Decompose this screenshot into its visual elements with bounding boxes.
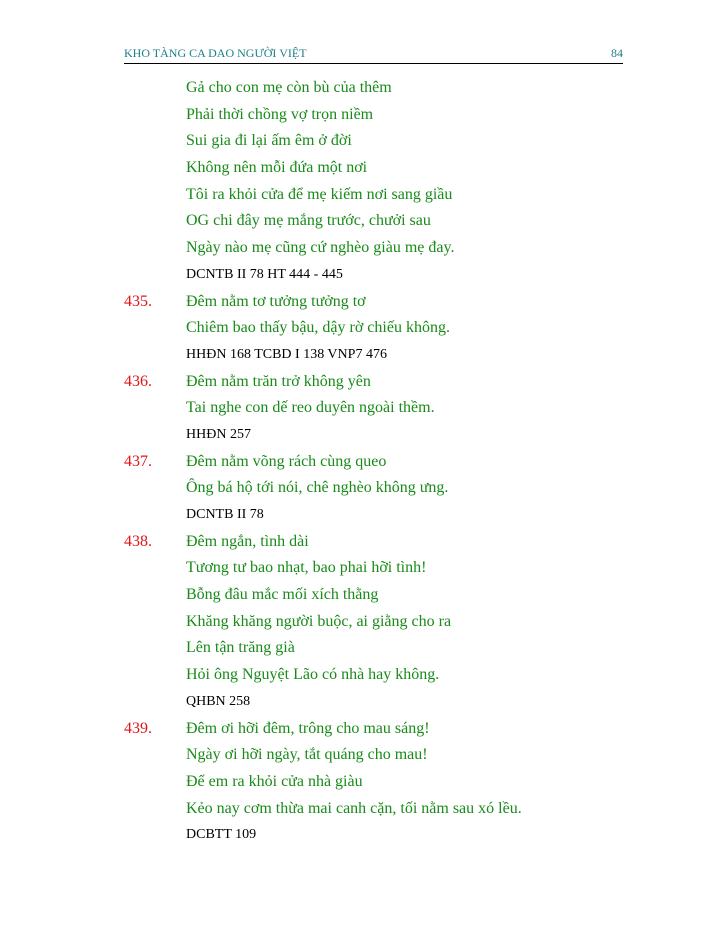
poem-line [0, 769, 723, 796]
poem-first-line [0, 449, 723, 476]
page-header [124, 44, 623, 64]
source-citation [0, 422, 723, 449]
poem-number: 436. [124, 372, 152, 390]
poem-line [0, 742, 723, 769]
verse-text: Chiêm bao thấy bậu, dậy rờ chiếu không. [186, 319, 450, 337]
poem-line [0, 395, 723, 422]
citation-text: HHĐN 168 TCBD I 138 VNP7 476 [186, 346, 387, 362]
citation-text: QHBN 258 [186, 693, 251, 709]
verse-text: Tôi ra khỏi cửa để mẹ kiếm nơi sang giầu [186, 185, 453, 203]
verse-text: Đêm nằm trăn trở không yên [186, 372, 371, 390]
poem-line [0, 609, 723, 636]
verse-text: Hỏi ông Nguyệt Lão có nhà hay không. [186, 666, 440, 684]
verse-text: Tương tư bao nhạt, bao phai hỡi tình! [186, 559, 427, 577]
verse-text: Khăng khăng người buộc, ai giằng cho ra [186, 612, 452, 630]
poem-line [0, 796, 723, 823]
poem-first-line [0, 289, 723, 316]
source-citation [0, 502, 723, 529]
poem-line [0, 315, 723, 342]
poem-line [0, 235, 723, 262]
poem-first-line [0, 529, 723, 556]
poem-body [0, 75, 723, 849]
poem-first-line [0, 369, 723, 396]
poem-line [0, 475, 723, 502]
source-citation [0, 822, 723, 849]
poem-line [0, 75, 723, 102]
poem-line [0, 128, 723, 155]
verse-text: Kẻo nay cơm thừa mai canh cặn, tối nằm sau xó lều. [186, 799, 522, 817]
verse-text: Ngày ơi hỡi ngày, tắt quáng cho mau! [186, 746, 428, 764]
verse-text: Ngày nào mẹ cũng cứ nghèo giàu mẹ đay. [186, 239, 455, 257]
verse-text: Lên tận trăng già [186, 639, 295, 657]
page-number: 84 [611, 46, 623, 60]
poem-number: 439. [124, 719, 152, 737]
poem-line [0, 208, 723, 235]
source-citation [0, 342, 723, 369]
verse-text: Đêm ngắn, tình dài [186, 532, 309, 550]
poem-line [0, 662, 723, 689]
verse-text: Tai nghe con dế reo duyên ngoài thềm. [186, 399, 435, 417]
poem-line [0, 155, 723, 182]
source-citation [0, 689, 723, 716]
poem-line [0, 182, 723, 209]
verse-text: Để em ra khỏi cửa nhà giàu [186, 772, 363, 790]
verse-text: Ông bá hộ tới nói, chê nghèo không ưng. [186, 479, 449, 497]
verse-text: Đêm nằm võng rách cùng queo [186, 452, 387, 470]
verse-text: Bỗng đâu mắc mối xích thằng [186, 586, 379, 604]
citation-text: DCNTB II 78 HT 444 - 445 [186, 266, 343, 282]
poem-first-line [0, 716, 723, 743]
verse-text: Phải thời chồng vợ trọn niềm [186, 105, 374, 123]
source-citation [0, 262, 723, 289]
citation-text: DCNTB II 78 [186, 507, 264, 522]
poem-number: 437. [124, 452, 152, 470]
poem-line [0, 102, 723, 129]
poem-number: 435. [124, 292, 152, 310]
poem-line [0, 582, 723, 609]
poem-line [0, 555, 723, 582]
citation-text: HHĐN 257 [186, 426, 251, 442]
book-title: KHO TÀNG CA DAO NGƯỜI VIỆT [124, 46, 307, 60]
verse-text: OG chi đây mẹ mắng trước, chưởi sau [186, 212, 431, 230]
citation-text: DCBTT 109 [186, 827, 257, 843]
verse-text: Sui gia đi lại ấm êm ở đời [186, 132, 352, 150]
verse-text: Đêm nằm tơ tưởng tưởng tơ [186, 292, 366, 310]
poem-number: 438. [124, 532, 152, 550]
poem-line [0, 635, 723, 662]
verse-text: Gả cho con mẹ còn bù của thêm [186, 79, 392, 96]
verse-text: Không nên mỗi đứa một nơi [186, 159, 368, 177]
verse-text: Đêm ơi hỡi đêm, trông cho mau sáng! [186, 719, 430, 737]
